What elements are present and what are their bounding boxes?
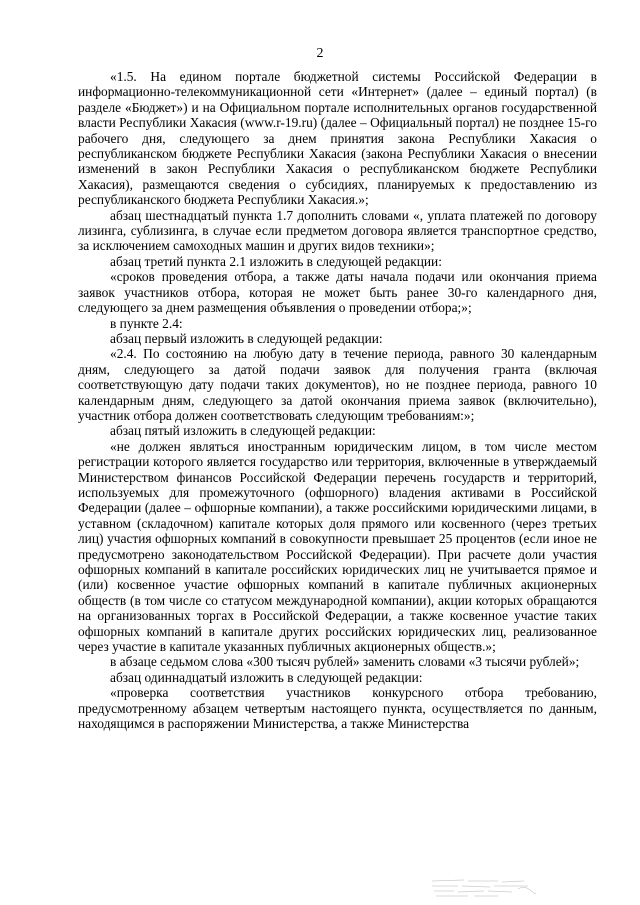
paragraph-seventh-abzac: в абзаце седьмом слова «300 тысяч рублей» заменить словами «3 тысячи рублей»; <box>110 654 580 670</box>
paragraph-eleventh-abzac-intro: абзац одиннадцатый изложить в следующей редакции: <box>110 669 423 685</box>
paragraph-item-1-7: абзац шестнадцатый пункта 1.7 дополнить словами «, уплата платежей по договору лизинга, сублизинга, в случае если предметом договора является транспортное средство, за исключением самоходных машин и других видов техники»; <box>78 207 597 254</box>
paragraph-fifth-abzac-intro: абзац пятый изложить в следующей редакции: <box>110 423 376 439</box>
paragraph-2-4-text: «2.4. По состоянию на любую дату в течение периода, равного 30 календарным дням, следующего за датой подачи заявок для получения гранта (включая соответствующую дату подачи таких документов), но не позднее периода, равного 10 календарным дням, следующего за датой окончания приема заявок (включительно), участник отбора должен соответствовать следующим требованиям:»; <box>78 346 597 423</box>
paragraph-item-2-4-intro: в пункте 2.4: <box>110 315 183 331</box>
page-number: 2 <box>316 46 324 61</box>
registration-stamp <box>428 877 538 899</box>
paragraph-item-2-1-text: «сроков проведения отбора, а также даты начала подачи или окончания приема заявок участников отбора, которая не может быть ранее 30-го календарного дня, следующего за днем размещения объявления о проведении отбора;»; <box>78 269 597 316</box>
paragraph-first-abzac-intro: абзац первый изложить в следующей редакции: <box>110 330 383 346</box>
paragraph-verification-text: «проверка соответствия участников конкурсного отбора требованию, предусмотренному абзацем четвертым настоящего пункта, осуществляется по данным, находящимся в распоряжении Министерства, а также Министерства <box>78 685 597 732</box>
paragraph-offshore-text: «не должен являться иностранным юридическим лицом, в том числе местом регистрации которого является государство или территория, включенные в утверждаемый Министерством финансов Российской Федерации перечень государств и территорий, используемых для промежуточного (офшорного) владения активами в Российской Федерации (далее – офшорные компании), а также российскими юридическими лицами, в уставном (складочном) капитале которых доля прямого или косвенного (через третьих лиц) участия офшорных компаний в совокупности превышает 25 процентов (если иное не предусмотрено законодательством Российской Федерации). При расчете доли участия офшорных компаний в капитале российских юридических лиц не учитывается прямое и (или) косвенное участие офшорных компаний в капитале публичных акционерных обществ (в том числе со статусом международной компании), акции которых обращаются на организованных торгах в Российской Федерации, а также косвенное участие таких офшорных компаний в капитале других российских юридических лиц, реализованное через участие в капитале указанных публичных акционерных обществ.»; <box>78 438 597 655</box>
document-body <box>78 69 597 731</box>
stamp-icon <box>428 877 538 899</box>
paragraph-1-5: «1.5. На едином портале бюджетной системы Российской Федерации в информационно-телекоммуникационной сети «Интернет» (далее – единый портал) (в разделе «Бюджет») и на Официальном портале исполнительных органов государственной власти Республики Хакасия (www.r-19.ru) (далее – Официальный портал) не позднее 15-го рабочего дня, следующего за днем принятия закона Республики Хакасия о республиканском бюджете Республики Хакасия (закона Республики Хакасия о внесении изменений в закон Республики Хакасия о республиканском бюджете Республики Хакасия), размещаются сведения о субсидиях, планируемых к предоставлению из республиканского бюджета Республики Хакасия.»; <box>78 69 597 208</box>
paragraph-item-2-1-intro: абзац третий пункта 2.1 изложить в следующей редакции: <box>110 253 442 269</box>
